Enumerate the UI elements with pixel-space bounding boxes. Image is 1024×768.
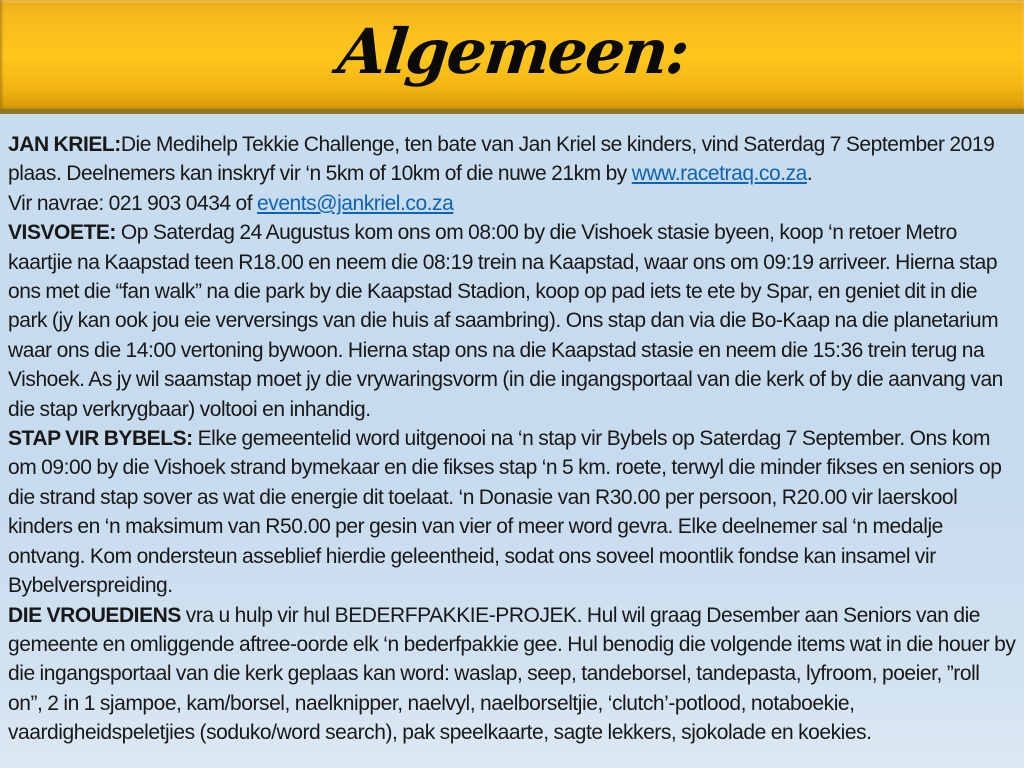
paragraph-text: Op Saterdag 24 Augustus kom ons om 08:00 by die Vishoek stasie byeen, koop ‘n retoer Metro kaartjie na Kaapstad teen R18.00 en neem die 08:19 trein na Kaapstad, waar ons om 09:19 arriveer. Hierna stap ons met die “fan walk” na die park by die Kaapstad Stadion, koop op pad iets te ete by Spar, en geniet dit in die park (jy kan ook jou eie verversings van die huis af saambring). Ons stap dan via die Bo-Kaap na die planetarium waar ons die 14:00 vertoning bywoon. Hierna stap ons na die Kaapstad stasie en neem die 15:36 trein terug na Vishoek. As jy wil saamstap moet jy die vrywaringsvorm (in die ingangsportaal van die kerk of by die aanvang van die stap verkrygbaar) voltooi en inhandig. <box>8 221 1003 421</box>
paragraph-visvoete <box>8 218 1016 424</box>
slide-title: Algemeen: <box>334 14 691 88</box>
paragraph-text: Vir navrae: 021 903 0434 of <box>8 191 258 215</box>
paragraph-label: VISVOETE: <box>8 221 116 245</box>
racetraq-link[interactable]: www.racetraq.co.za <box>631 162 807 186</box>
paragraph-label: DIE VROUEDIENS <box>8 603 181 627</box>
paragraph-stap-vir-bybels <box>8 424 1016 600</box>
body-text <box>0 114 1024 748</box>
paragraph-text: vra u hulp vir hul BEDERFPAKKIE-PROJEK. Hul wil graag Desember aan Seniors van die gemeente en omliggende aftree-oorde elk ‘n bederfpakkie gee. Hul benodig die volgende items wat in die houer by die ingangsportaal van die kerk geplaas kan word: waslap, seep, tandeborsel, tandepasta, lyfroom, poeier, ”roll on”, 2 in 1 sjampoe, kam/borsel, naelknipper, naelvyl, naelborseltjie, ‘clutch’-potlood, notaboekie, vaardigheidspeletjies (soduko/word search), pak speelkaarte, sagte lekkers, sjokolade en koekies. <box>8 603 1016 745</box>
jankriel-email-link[interactable]: events@jankriel.co.za <box>257 191 454 215</box>
paragraph-text: Elke gemeentelid word uitgenooi na ‘n stap vir Bybels op Saterdag 7 September. Ons kom om 09:00 by die Vishoek strand bymekaar en die fikses stap ‘n 5 km. roete, terwyl die minder fikses en seniors op die strand stap sover as wat die energie dit toelaat. ‘n Donasie van R30.00 per persoon, R20.00 vir laerskool kinders en ‘n maksimum van R50.00 per gesin van vier of meer word gevra. Elke deelnemer sal ‘n medalje ontvang. Kom ondersteun asseblief hierdie geleentheid, sodat ons soveel moontlik fondse kan insamel vir Bybelverspreiding. <box>8 427 1002 598</box>
paragraph-vrouediens <box>8 601 1016 748</box>
paragraph-label: STAP VIR BYBELS: <box>8 427 193 451</box>
paragraph-text: Die Medihelp Tekkie Challenge, ten bate van Jan Kriel se kinders, vind Saterdag 7 September 2019 plaas. Deelnemers kan inskryf vir ‘n 5km of 10km of die nuwe 21km by <box>8 133 995 186</box>
paragraph-label: JAN KRIEL: <box>8 133 121 156</box>
title-banner <box>0 0 1024 114</box>
paragraph-text: . <box>806 162 813 186</box>
paragraph-jan-kriel <box>8 130 1016 218</box>
